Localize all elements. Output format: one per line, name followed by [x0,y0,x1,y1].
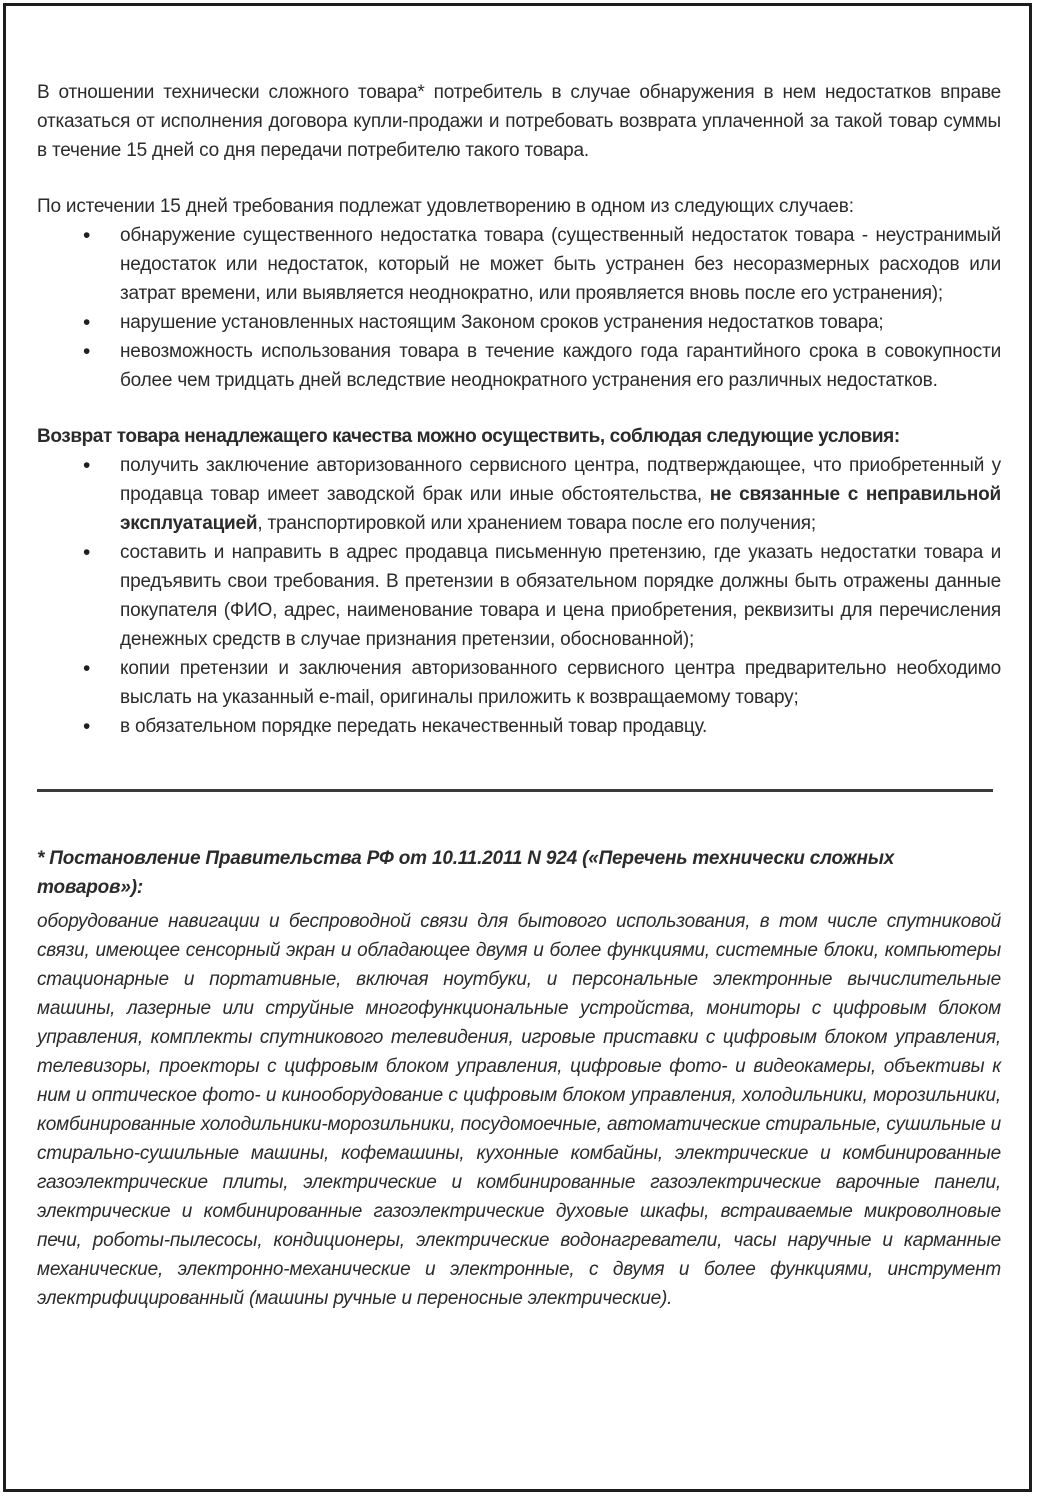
document-content [37,78,1001,1313]
footnote-body: оборудование навигации и беспроводной связи для бытового использования, в том числе спутниковой связи, имеющее сенсорный экран и обладающее двумя и более функциями, системные блоки, компьютеры стационарные и портативные, включая ноутбуки, и персональные электронные вычислительные машины, лазерные или струйные многофункциональные устройства, мониторы с цифровым блоком управления, комплекты спутникового телевидения, игровые приставки с цифровым блоком управления, телевизоры, проекторы с цифровым блоком управления, цифровые фото- и видеокамеры, объективы к ним и оптическое фото- и кинооборудование с цифровым блоком управления, холодильники, морозильники, комбинированные холодильники-морозильники, посудомоечные, автоматические стиральные, сушильные и стирально-сушильные машины, кофемашины, кухонные комбайны, электрические и комбинированные газоэлектрические плиты, электрические и комбинированные газоэлектрические варочные панели, электрические и комбинированные газоэлектрические духовые шкафы, встраиваемые микроволновые печи, роботы-пылесосы, кондиционеры, электрические водонагреватели, часы наручные и карманные механические, электронно-механические и электронные, с двумя и более функциями, инструмент электрифицированный (машины ручные и переносные электрические). [37,911,1001,1309]
list-item-text: получить заключение авторизованного сервисного центра, подтверждающее, что приобретенный у продавца товар имеет заводской брак или иные обстоятельства, [120,455,1001,505]
section1-bullet-list [37,221,1001,395]
footnote-heading: * Постановление Правительства РФ от 10.11.2011 N 924 («Перечень технически сложных товаров»): [37,848,895,898]
intro-paragraph: В отношении технически сложного товара* потребитель в случае обнаружения в нем недостатков вправе отказаться от исполнения договора купли-продажи и потребовать возврата уплаченной за такой товар суммы в течение 15 дней со дня передачи потребителю такого товара. [37,82,1001,161]
list-item: • невозможность использования товара в течение каждого года гарантийного срока в совокупности более чем тридцать дней вследствие неоднократного устранения его различных недостатков. [37,337,1001,395]
section2-heading: Возврат товара ненадлежащего качества можно осуществить, соблюдая следующие условия: [37,426,900,447]
list-item: • составить и направить в адрес продавца письменную претензию, где указать недостатки товара и предъявить свои требования. В претензии в обязательном порядке должны быть отражены данные покупателя (ФИО, адрес, наименование товара и цена приобретения, реквизиты для перечисления денежных средств в случае признания претензии, обоснованной); [37,538,1001,654]
list-item [37,451,1001,538]
section2-bullet-list [37,451,1001,741]
footnote-separator-rule [37,789,993,792]
footnote [37,844,1001,1313]
list-item: • в обязательном порядке передать некачественный товар продавцу. [37,712,1001,741]
list-item-text: , транспортировкой или хранением товара после его получения; [257,513,816,534]
list-item: • нарушение установленных настоящим Законом сроков устранения недостатков товара; [37,308,1001,337]
section1-heading: По истечении 15 дней требования подлежат удовлетворению в одном из следующих случаев: [37,196,854,217]
list-item: • копии претензии и заключения авторизованного сервисного центра предварительно необходимо выслать на указанный e-mail, оригиналы приложить к возвращаемому товару; [37,654,1001,712]
list-item: • обнаружение существенного недостатка товара (существенный недостаток товара - неустранимый недостаток или недостаток, который не может быть устранен без несоразмерных расходов или затрат времени, или выявляется неоднократно, или проявляется вновь после его устранения); [37,221,1001,308]
list-item-bold-text: не связанные с неправильной эксплуатацией [120,484,1001,534]
